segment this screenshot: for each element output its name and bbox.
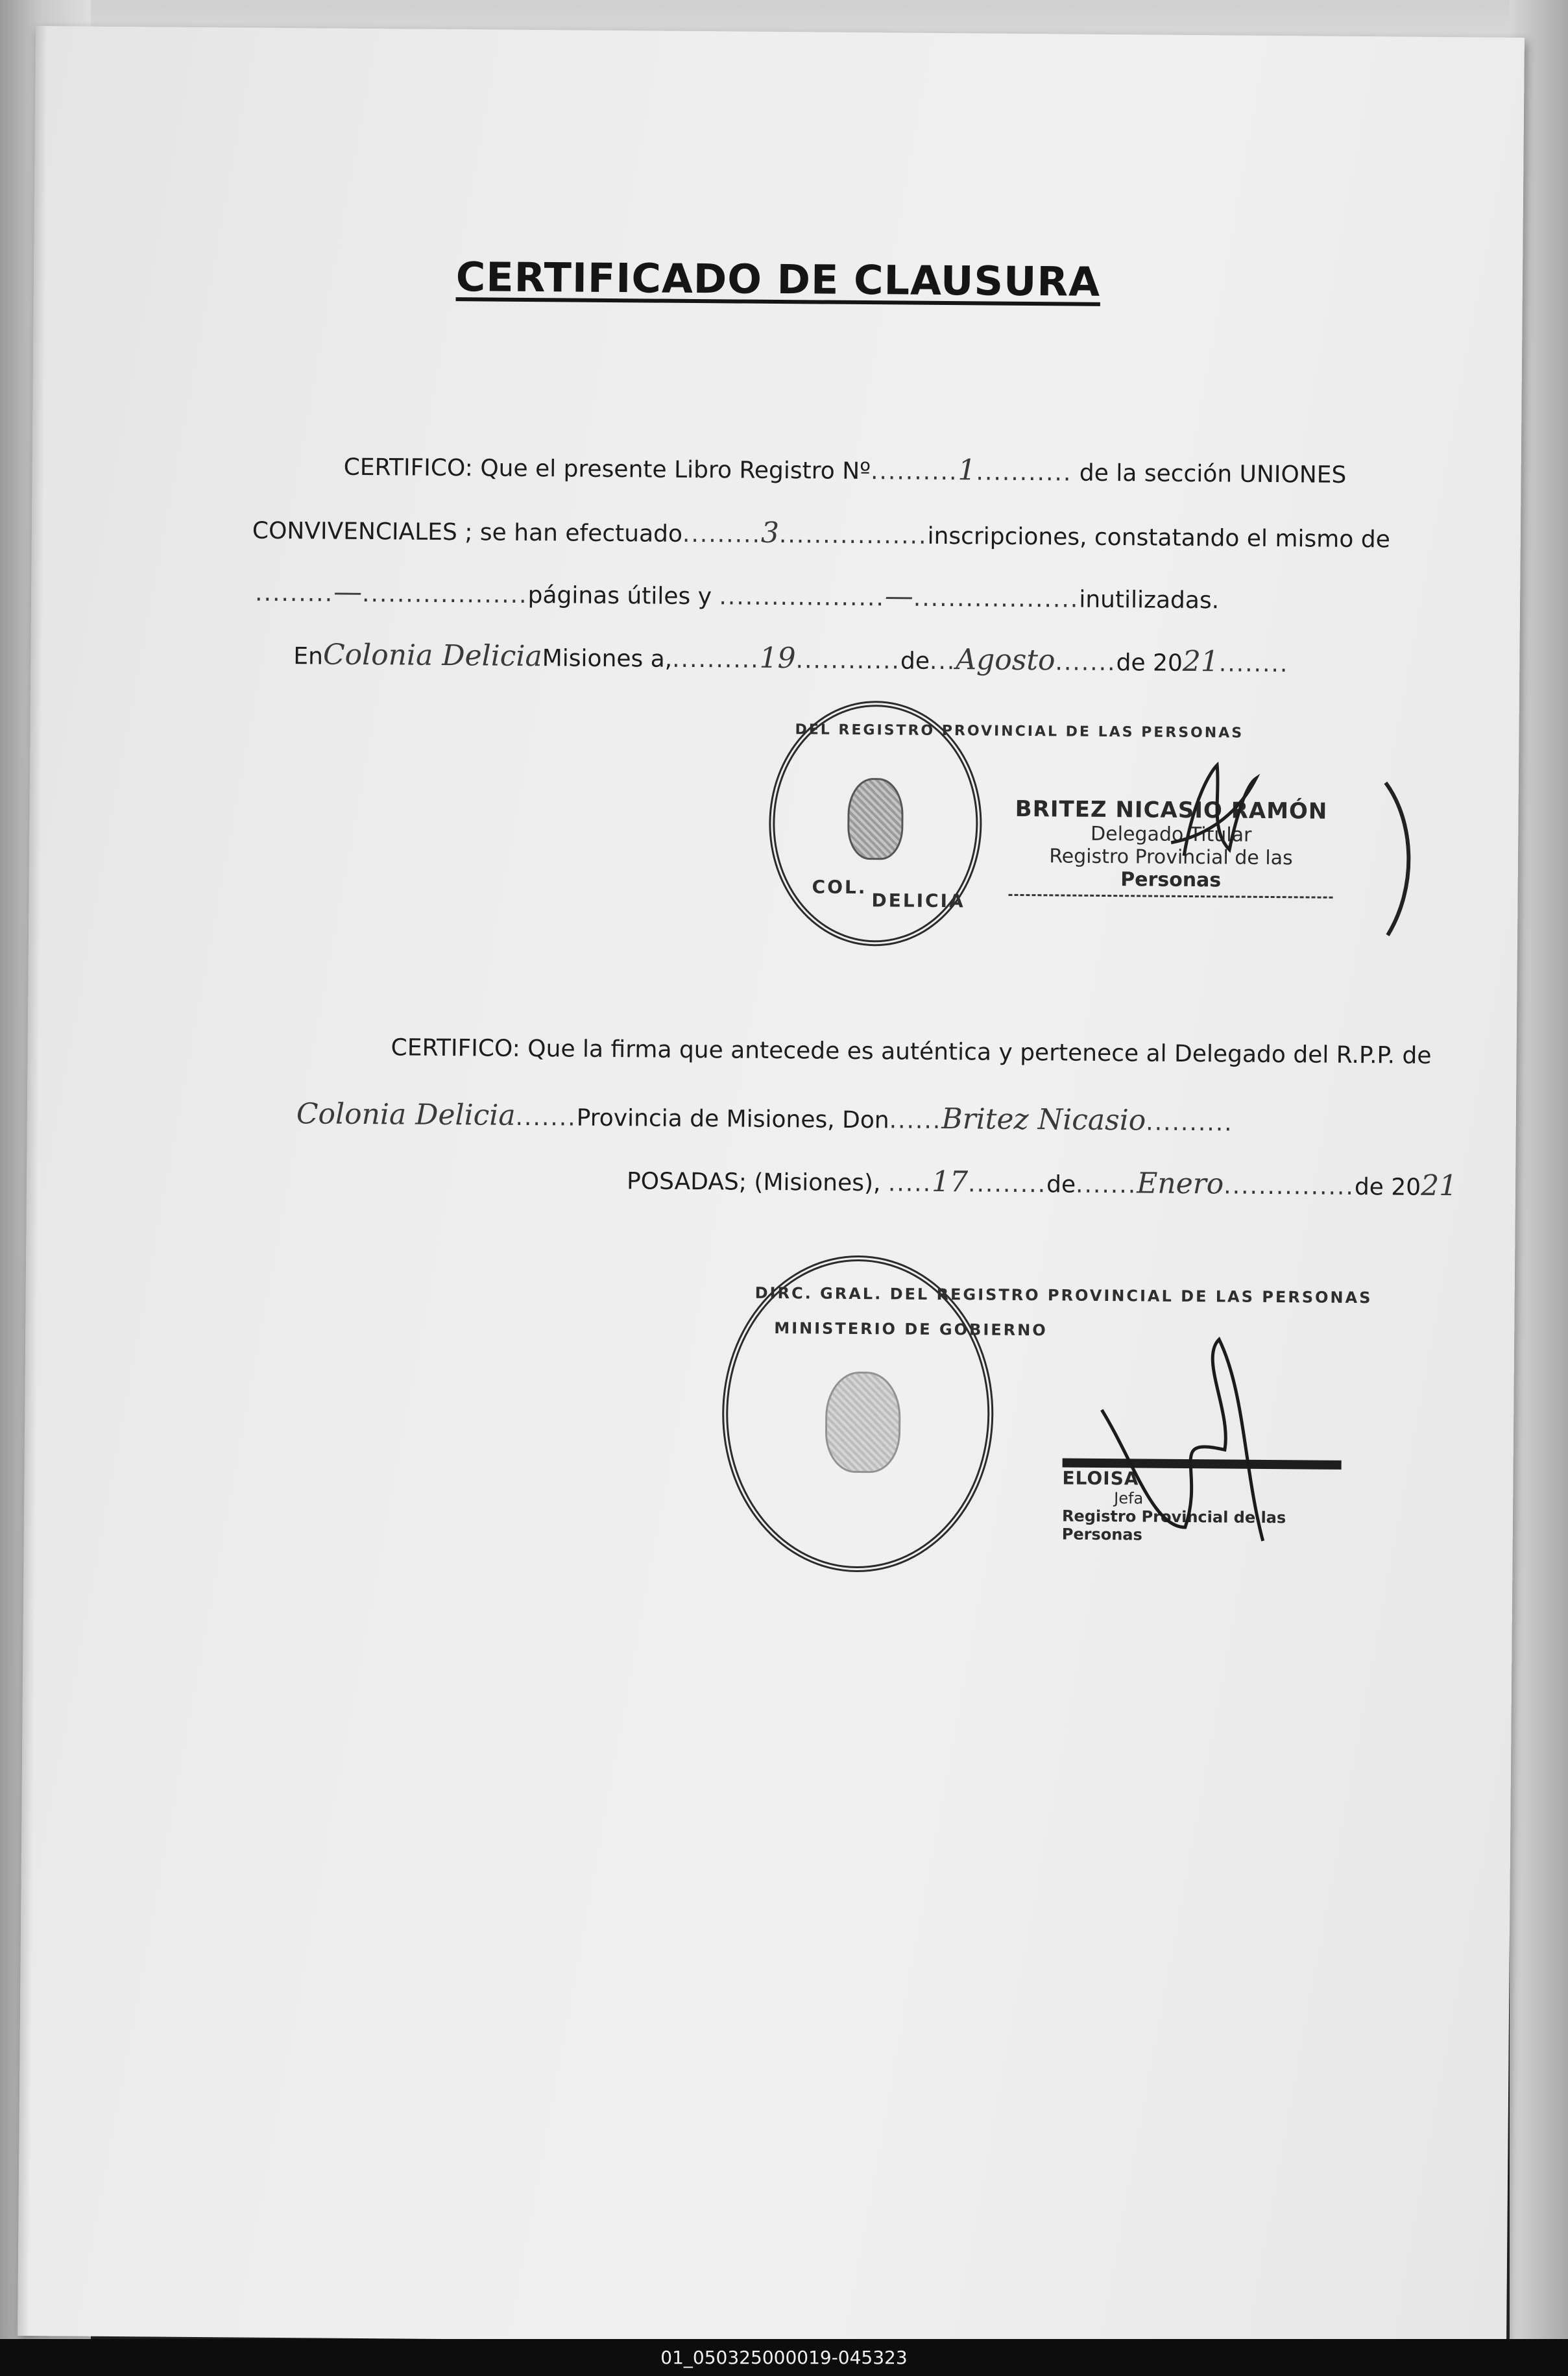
signature-block-1	[1009, 796, 1334, 899]
inscripciones-count: 3	[760, 516, 780, 550]
paginas-utiles-label: páginas útiles y	[527, 581, 712, 611]
delegate-title-1: Delegado Titular	[1090, 822, 1252, 847]
signature-block-2	[1062, 1458, 1348, 1545]
delegate-name: BRITEZ NICASIO RAMÓN	[1015, 795, 1328, 825]
cert1-line-2: CONVIVENCIALES ; se han efectuado.........3.................inscripciones, constatando el mismo de	[252, 516, 1390, 553]
date-de-1: de	[900, 648, 930, 675]
cert2-year: 21	[1421, 1169, 1458, 1203]
stamp-1-ring-text: DEL REGISTRO PROVINCIAL DE LAS PERSONAS	[795, 721, 1244, 742]
cert2-month: Enero	[1137, 1167, 1224, 1201]
cert1-line-3: .........—...................páginas útiles y ...................—...................inutilizadas.	[254, 575, 1220, 614]
coat-of-arms-icon	[847, 778, 904, 860]
cert2-posadas: POSADAS; (Misiones),	[626, 1168, 881, 1197]
stamp-2-inner-text: MINISTERIO DE GOBIERNO	[774, 1319, 1048, 1340]
jefa-title-1: Jefa	[1114, 1489, 1144, 1508]
delegate-title-2: Registro Provincial de las	[1049, 845, 1293, 870]
scan-id-footer: 01_050325000019-045323	[0, 2339, 1568, 2376]
cert2-line-1: CERTIFICO: Que la firma que antecede es auténtica y pertenece al Delegado del R.P.P. de	[391, 1034, 1432, 1069]
signature-underline-1	[1009, 894, 1333, 899]
inutilizadas-label: inutilizadas.	[1079, 586, 1220, 614]
handwritten-signature-1	[1132, 758, 1288, 869]
cert1-place-date-line: EnColonia DeliciaMisiones a,..........19............de...Agosto.......de 2021........	[293, 638, 1289, 679]
stamp-1-inner-2: DELICIA	[871, 890, 965, 912]
cert2-de-1: de	[1046, 1171, 1076, 1198]
bracket-mark	[1378, 776, 1425, 945]
date-day: 19	[759, 641, 796, 675]
cert2-line-2: Colonia Delicia.......Provincia de Misiones, Don......Britez Nicasio..........	[296, 1097, 1233, 1137]
date-year: 21	[1182, 644, 1220, 679]
coat-of-arms-icon	[825, 1372, 901, 1473]
cert1-text-3: inscripciones, constatando el mismo de	[927, 522, 1390, 553]
place-handwritten: Colonia Delicia	[322, 638, 542, 673]
document-title: CERTIFICADO DE CLAUSURA	[455, 253, 1101, 306]
jefa-title-2: Registro Provincial de las Personas	[1061, 1507, 1286, 1544]
cert2-day: 17	[931, 1165, 969, 1199]
cert2-de-2: de 20	[1354, 1174, 1421, 1201]
inutilizadas-value: —	[884, 579, 914, 613]
place-prefix: En	[293, 643, 324, 670]
paginas-utiles-value: —	[333, 575, 363, 609]
cert1-section-text: de la sección UNIONES	[1079, 459, 1347, 489]
cert1-text-2: CONVIVENCIALES ; se han efectuado	[252, 517, 683, 548]
place-mid: Misiones a,	[542, 645, 673, 673]
cert1-line-1: CERTIFICO: Que el presente Libro Registro Nº..........1........... de la sección UNIONES	[343, 454, 1347, 489]
stamp-2-ring-text: DIRC. GRAL. DEL REGISTRO PROVINCIAL DE LAS PERSONAS	[754, 1283, 1373, 1307]
don-name-handwritten: Britez Nicasio	[941, 1102, 1146, 1137]
document-page	[18, 26, 1525, 2347]
delegate-title-3: Personas	[1120, 868, 1222, 892]
jefa-name: ELOISA	[1062, 1467, 1139, 1490]
cert2-date-line: POSADAS; (Misiones), .....17.........de.......Enero...............de 2021	[626, 1165, 1458, 1203]
cert2-text: Provincia de Misiones, Don	[576, 1104, 889, 1134]
date-month: Agosto	[956, 643, 1055, 677]
handwritten-signature-2	[1094, 1332, 1304, 1548]
date-de-2: de 20	[1116, 649, 1183, 677]
cert2-place-handwritten: Colonia Delicia	[296, 1097, 516, 1132]
stamp-1-inner-1: COL.	[812, 876, 867, 899]
libro-number: 1	[958, 454, 976, 487]
cert1-text: CERTIFICO: Que el presente Libro Registro Nº	[343, 454, 871, 485]
